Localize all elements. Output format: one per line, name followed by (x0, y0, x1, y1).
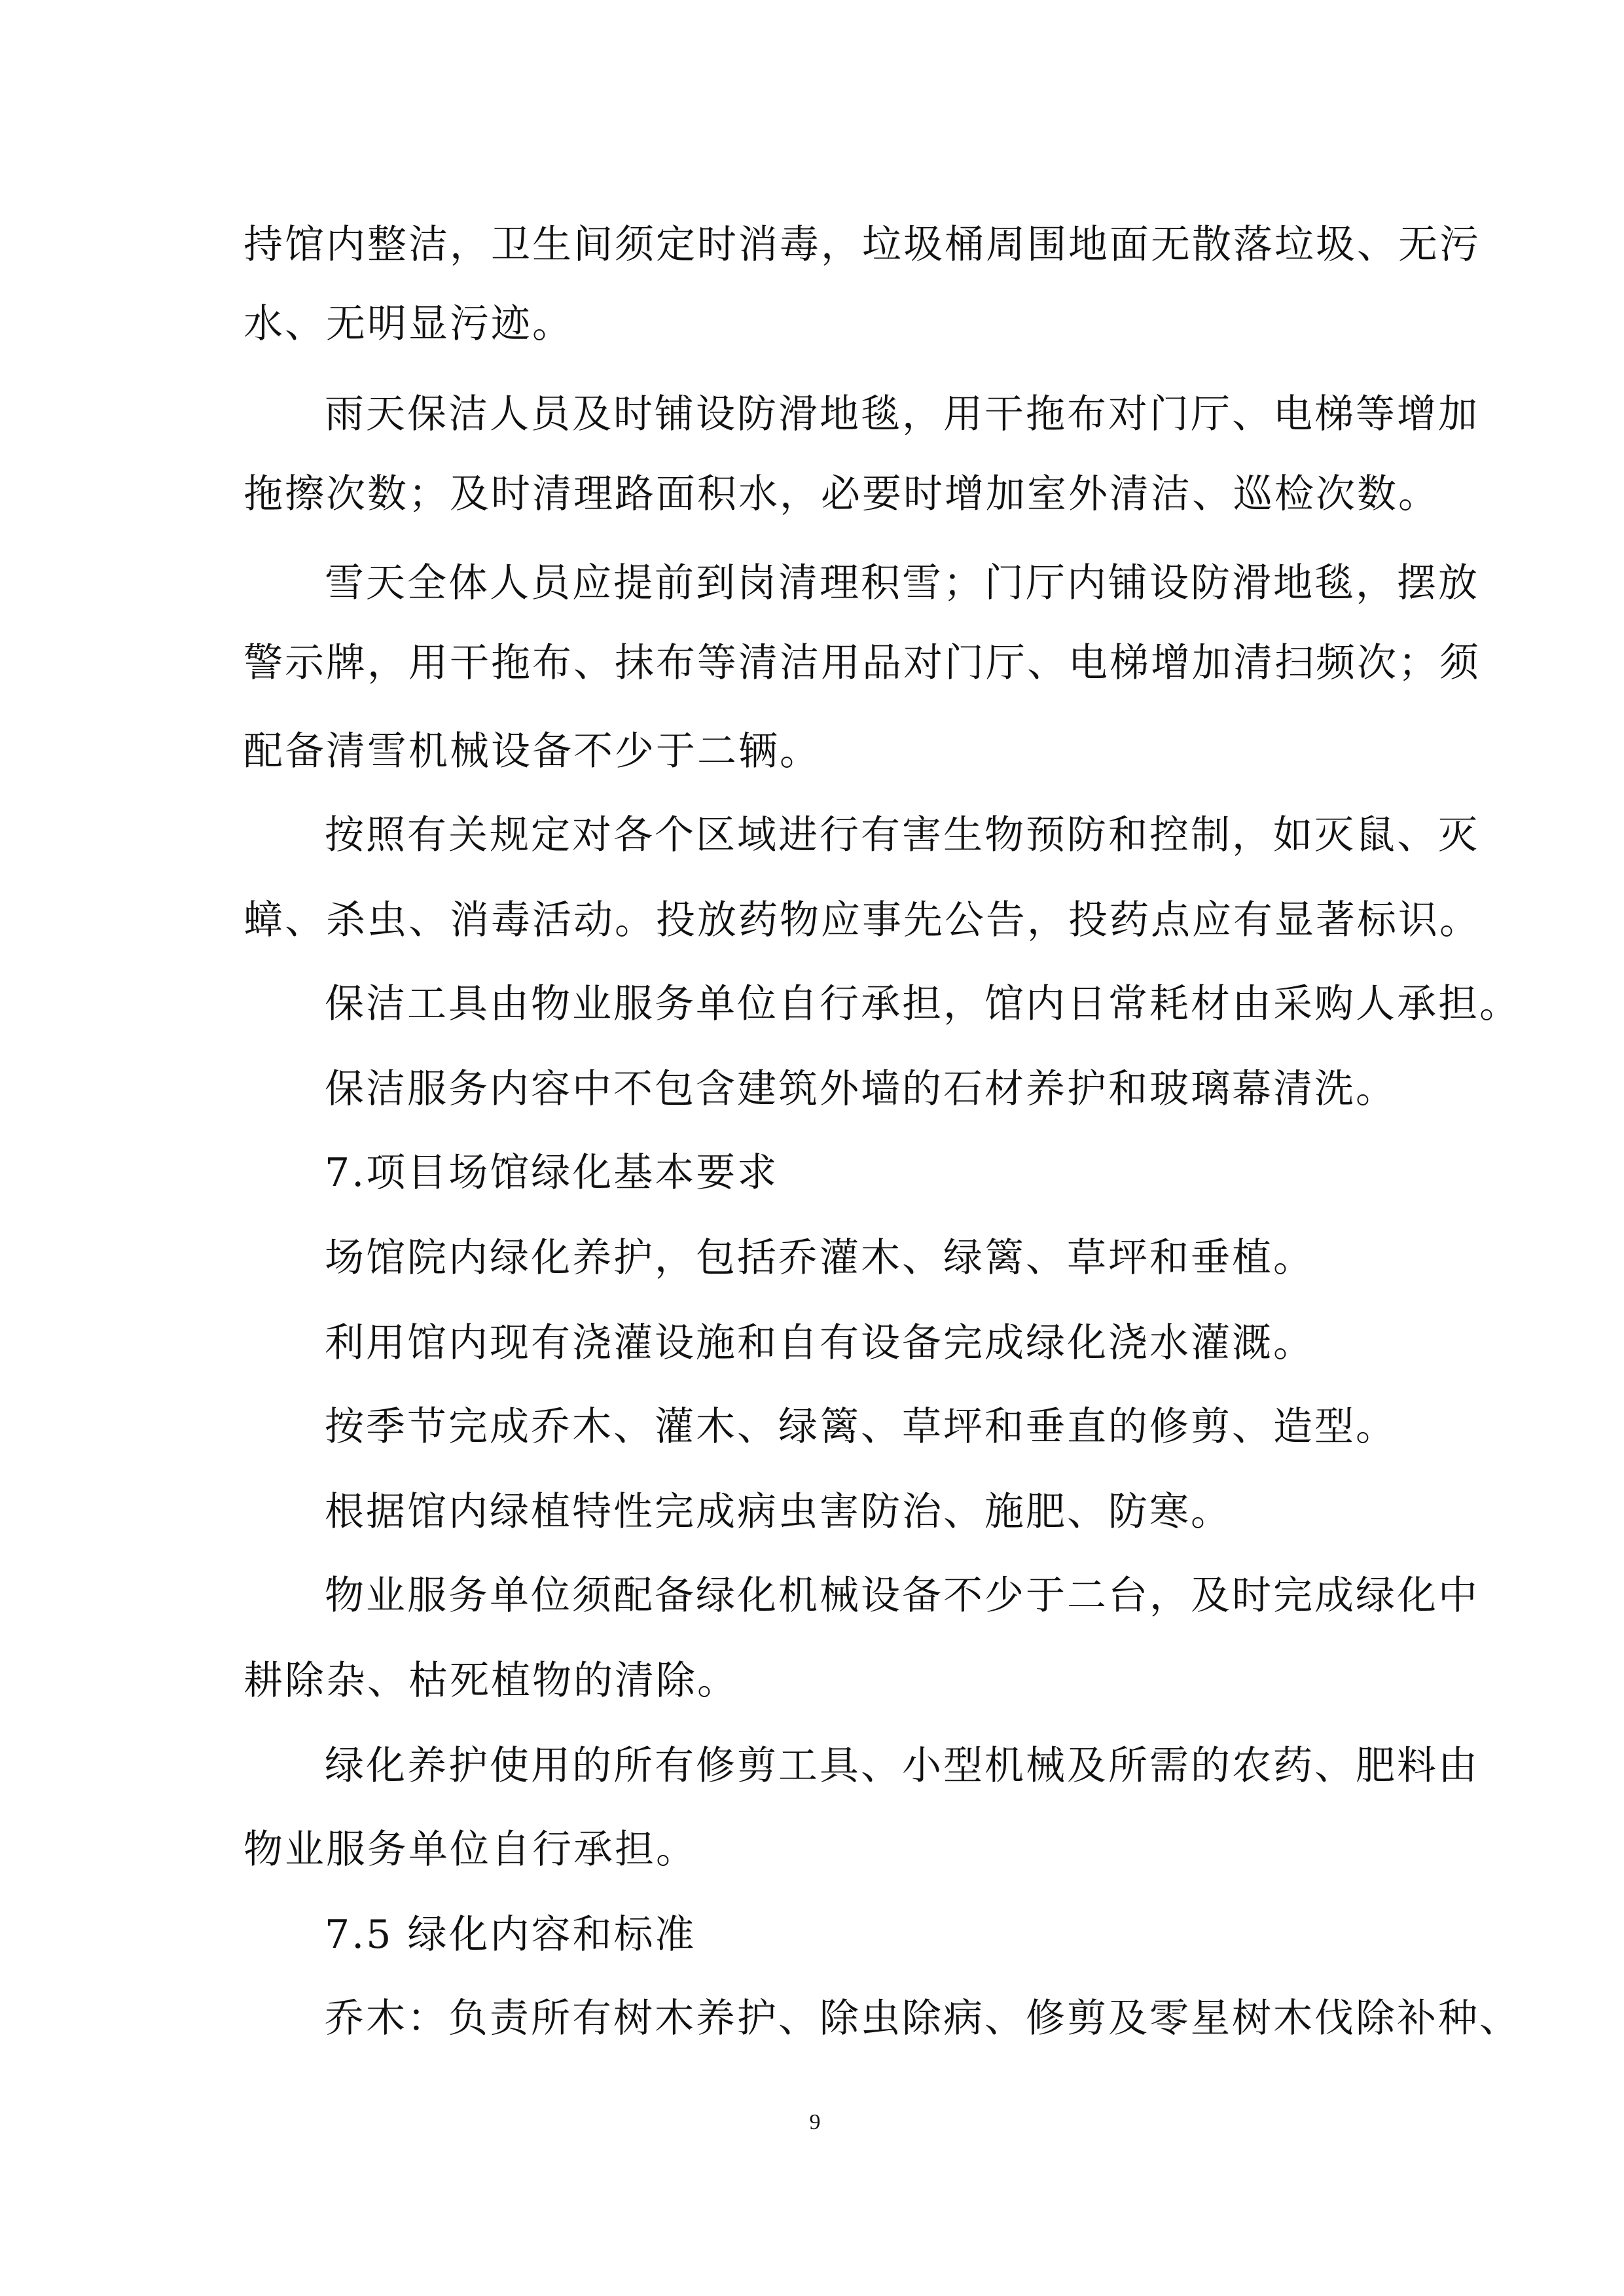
text-line (0, 1975, 1624, 2062)
line-text: 雨天保洁人员及时铺设防滑地毯，用干拖布对门厅、电梯等增加 (325, 391, 1479, 437)
line-text: 利用馆内现有浇灌设施和自有设备完成绿化浇水灌溉。 (325, 1320, 1314, 1366)
text-line (0, 280, 1624, 368)
line-text: 场馆院内绿化养护，包括乔灌木、绿篱、草坪和垂植。 (325, 1235, 1314, 1281)
text-line (0, 1383, 1624, 1471)
line-text: 拖擦次数；及时清理路面积水，必要时增加室外清洁、巡检次数。 (244, 471, 1439, 517)
text-line (0, 370, 1624, 458)
text-line (0, 791, 1624, 879)
line-text: 耕除杂、枯死植物的清除。 (244, 1658, 738, 1704)
line-text: 水、无明显污迹。 (244, 301, 573, 347)
line-text: 乔木：负责所有树木养护、除虫除病、修剪及零星树木伐除补种、 (325, 1996, 1521, 2041)
line-text: 雪天全体人员应提前到岗清理积雪；门厅内铺设防滑地毯，摆放 (325, 560, 1479, 606)
text-line (0, 539, 1624, 627)
text-line (0, 1214, 1624, 1302)
text-line (0, 1045, 1624, 1133)
line-text: 物业服务单位须配备绿化机械设备不少于二台，及时完成绿化中 (325, 1573, 1479, 1619)
text-line (0, 876, 1624, 964)
text-line (0, 708, 1624, 795)
line-text: 蟑、杀虫、消毒活动。投放药物应事先公告，投药点应有显著标识。 (244, 897, 1481, 943)
text-line (0, 1637, 1624, 1725)
text-line (0, 450, 1624, 538)
line-text: 物业服务单位自行承担。 (244, 1827, 697, 1873)
line-text: 持馆内整洁，卫生间须定时消毒，垃圾桶周围地面无散落垃圾、无污 (244, 222, 1481, 268)
line-text: 绿化养护使用的所有修剪工具、小型机械及所需的农药、肥料由 (325, 1743, 1479, 1789)
text-line (0, 1468, 1624, 1556)
text-line (0, 1806, 1624, 1893)
text-line (0, 1299, 1624, 1387)
text-line (0, 201, 1624, 289)
line-text: 配备清雪机械设备不少于二辆。 (244, 728, 821, 774)
section-heading (0, 1891, 1624, 1979)
line-text: 根据馆内绿植特性完成病虫害防治、施肥、防寒。 (325, 1489, 1232, 1535)
text-line (0, 1552, 1624, 1640)
line-text: 7.项目场馆绿化基本要求 (325, 1150, 779, 1196)
section-heading (0, 1129, 1624, 1217)
line-text: 按季节完成乔木、灌木、绿篱、草坪和垂直的修剪、造型。 (325, 1404, 1397, 1450)
line-text: 保洁服务内容中不包含建筑外墙的石材养护和玻璃幕清洗。 (325, 1066, 1397, 1112)
text-line (0, 960, 1624, 1048)
page-number: 9 (809, 2110, 821, 2134)
text-line (0, 619, 1624, 707)
line-text: 保洁工具由物业服务单位自行承担，馆内日常耗材由采购人承担。 (325, 981, 1521, 1027)
line-text: 警示牌，用干拖布、抹布等清洁用品对门厅、电梯增加清扫频次；须 (244, 640, 1481, 686)
line-text: 按照有关规定对各个区域进行有害生物预防和控制，如灭鼠、灭 (325, 812, 1479, 858)
line-text: 7.5 绿化内容和标准 (325, 1912, 696, 1958)
text-line (0, 1722, 1624, 1810)
